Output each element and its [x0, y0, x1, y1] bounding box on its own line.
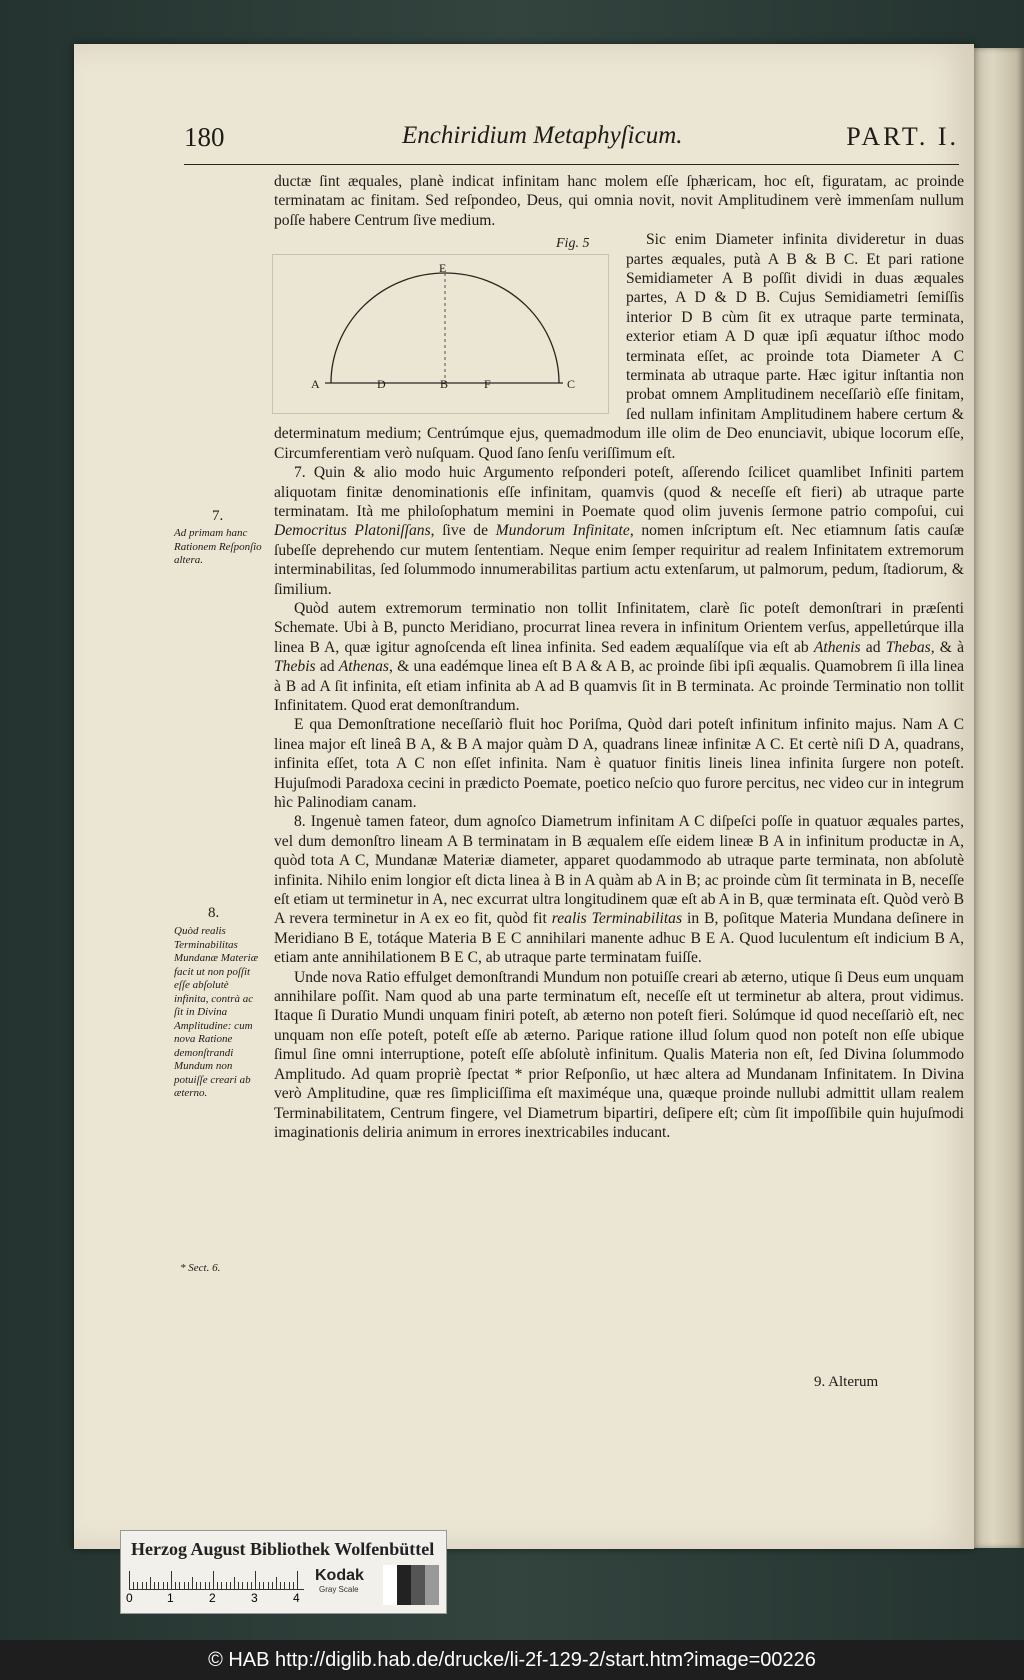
header-rule — [184, 164, 959, 165]
catchword: 9. Alterum — [814, 1374, 879, 1390]
ruler-tick — [289, 1582, 290, 1589]
ruler-number: 1 — [167, 1591, 174, 1605]
ruler-tick — [167, 1582, 168, 1589]
ruler-number: 2 — [209, 1591, 216, 1605]
ruler-tick — [255, 1571, 256, 1589]
point-a-label: A — [311, 377, 320, 392]
gray-block — [397, 1565, 411, 1605]
body-text — [274, 172, 964, 1142]
part-label: PART. I. — [846, 122, 959, 151]
paragraph — [274, 463, 964, 599]
italic-title: Mundorum Infinitate — [495, 522, 630, 540]
ruler-tick — [209, 1582, 210, 1589]
margin-number-8: 8. — [208, 905, 220, 921]
ruler-tick — [217, 1582, 218, 1589]
ruler-tick — [238, 1582, 239, 1589]
text-run: ad — [865, 638, 881, 656]
gray-scale-blocks — [383, 1565, 439, 1605]
ruler-number: 0 — [126, 1591, 133, 1605]
page-number: 180 — [184, 122, 225, 152]
ruler-tick — [137, 1582, 138, 1589]
book-page — [74, 44, 974, 1549]
ruler-tick — [205, 1582, 206, 1589]
text-run: 7. Quin & alio modo huic Argumento reſponderi poteſt, aſſerendo ſcilicet quamlibet Infiniti partem aliquotam finitæ denominationis eſſe infinitam, quamvis (quod & neceſſe eſt fieri) ab utraque parte terminatam. Ità me philoſophatum memini in Poemate quod olim juvenis ſermone patrio compoſui, cui — [274, 464, 964, 520]
ruler-tick — [280, 1582, 281, 1589]
ruler-tick — [200, 1582, 201, 1589]
ruler-numbers — [126, 1591, 309, 1607]
text-run: , & una eadémque linea eſt B A & A B, ac proinde ſibi ipſi æqualis. Quamobrem ſi illa linea à B ad A ſit infinita, eſt etiam infinita ab A ad B quamvis ſit in B terminata. Ac proinde Terminatio non tollit Infinitatem. Quod erat demonſtrandum. — [274, 658, 964, 714]
ruler-scale — [129, 1567, 304, 1590]
ruler-tick — [188, 1582, 189, 1589]
ruler-tick — [251, 1582, 252, 1589]
ruler-tick — [268, 1582, 269, 1589]
ruler-tick — [133, 1582, 134, 1589]
figure-label: Fig. 5 — [556, 236, 590, 252]
text-run: Quòd autem extremorum terminatio non tollit Infinitatem, clarè ſic poteſt demonſtrari in præſenti Schemate. Ubi à B, puncto Meridiano, procurrat linea revera in infinitum Orientem verſus, appelletúrque illa linea B A, quæ igitur agnoſcenda eſt linea infinita. Sed eadem æqualíſque via eſt ab — [274, 599, 964, 656]
ruler-tick — [196, 1582, 197, 1589]
point-f-label: F — [484, 377, 491, 392]
library-name: Herzog August Bibliothek Wolfenbüttel — [131, 1539, 435, 1559]
ruler-tick — [221, 1582, 222, 1589]
ruler-tick — [146, 1582, 147, 1589]
ruler-tick — [213, 1571, 214, 1589]
running-title: Enchiridium Metaphyſicum. — [402, 122, 683, 149]
ruler-tick — [171, 1571, 172, 1589]
point-c-label: C — [567, 377, 576, 392]
paragraph: E qua Demonſtratione neceſſariò fluit hoc Poriſma, Quòd dari poteſt infinitum infinito majus. Nam A C linea major eſt lineâ B A, & B A major quàm D A, quadrans lineæ infinitæ A C. Et certè niſi D A, quadrans, infinita eſſet, tota A C non eſſet infinita. Nam è quatuor finitis lineis linea infinita ſurgere non poteſt. Hujuſmodi Paradoxa cecini in prædicto Poemate, poetico neſcio quo furore percitus, nec video cur in integrum hìc Palinodiam canam. — [274, 716, 964, 811]
figure-5 — [264, 232, 614, 414]
ruler-tick — [234, 1577, 235, 1589]
italic-term: realis Terminabilitas — [551, 910, 683, 928]
ruler-tick — [230, 1582, 231, 1589]
text-run: 8. Ingenuè tamen fateor, dum agnoſco Diametrum infinitam A C diſpeſci poſſe in quatuor æquales partes, vel dum demonſtro lineam A B terminatam in B æqualem eſſe eidem lineæ B A in infinitum productæ in A, quòd tota A C, Mundanæ Materiæ diameter, apparet quodammodo ab utraque parte terminata, non abſolutè infinita. Nihilo enim longior eſt dicta linea à B in A quàm ab A in B; ac proinde cùm ſit terminata in B, neceſſe eſt etiam ut terminetur in A, nec excurrat ultra longitudinem quæ eſt ab A in B, quæ terminata eſt. Quòd verò B A revera terminetur in A ex eo fit, quòd fit — [274, 813, 964, 928]
italic-place: Thebis — [274, 658, 316, 676]
ruler-tick — [184, 1582, 185, 1589]
ruler-tick — [276, 1577, 277, 1589]
paragraph — [274, 812, 964, 967]
ruler-tick — [242, 1582, 243, 1589]
italic-place: Athenis — [813, 638, 861, 656]
ruler-number: 4 — [293, 1591, 300, 1605]
paragraph: Sic enim Diameter infinita divideretur in duas partes æquales, putà A B & B C. Et pari ratione Semidiameter A B poſſit dividi in duas æquales partes, A D & D B. Cujus Semidiametri ſemiſſis interior D B cùm ſit ex utraque parte terminata, exterior etiam A D quæ ipſi æquatur iſthoc modo terminata eſſet, ac proinde tota Diameter A C terminata ab utraque parte. Hæc igitur inſtantia non probat omnem Amplitudinem neceſſariò eſſe finitam, ſed nullam infinitam Amplitudinem habere certum & determinatum medium; Centrúmque ejus, quemadmodum ille olim de Deo enunciavit, ubique locorum eſſe, Circumferentiam verò nuſquam. Quod ſano ſenſu veriſſimum eſt. — [274, 231, 964, 462]
next-page-edge — [972, 48, 1024, 1548]
ruler-tick — [163, 1582, 164, 1589]
ruler-tick — [158, 1582, 159, 1589]
ruler-tick — [272, 1582, 273, 1589]
ruler-tick — [142, 1582, 143, 1589]
paragraph: Unde nova Ratio effulget demonſtrandi Mundum non potuiſſe creari ab æterno, utique ſi Deus eum unquam annihilare poſſit. Nam quod ab una parte terminatum eſt, neceſſe eſt ut terminetur ab altera, prout vidimus. Itaque ſi Duratio Mundi unquam finiri poteſt, ab æterno non poteſt fieri. Solúmque id quod neceſſariò eſt, nec unquam non eſſe poteſt, poteſt eſſe ab æterno. Parique ratione illud ſolum quod non poteſt non eſſe ubique ſimul ſine omni interruptione, poteſt eſſe abſolutè infinitum. Qualis Materia non eſt, ſed Divina ſolummodo Amplitudo. Ad quam propriè ſpectat * prior Reſponſio, ut hæc altera ad Mundanam Infinitatem. In Divina verò Amplitudine, quæ res ſimpliciſſima eſt maximéque una, quæque proinde nullubi admittit ullam realem Terminabilitatem, Centrum fingere, vel Diametrum bipartiri, deſipere eſt; cùm ſit impoſſibile quin hujuſmodi imaginationis deliria animum in errores inextricabiles inducant. — [274, 968, 964, 1141]
figure-frame — [272, 254, 609, 414]
ruler-tick — [179, 1582, 180, 1589]
text-run: , & à — [930, 638, 965, 656]
ruler-tick — [297, 1571, 298, 1589]
ruler-tick — [154, 1582, 155, 1589]
point-d-label: D — [377, 377, 386, 392]
margin-note-7: Ad primam hanc Rationem Reſponſio altera. — [174, 527, 262, 566]
copyright-bar: © HAB http://diglib.hab.de/drucke/li-2f-129-2/start.htm?image=00226 — [0, 1640, 1024, 1680]
gray-block — [411, 1565, 425, 1605]
ruler-tick — [226, 1582, 227, 1589]
gray-block — [425, 1565, 439, 1605]
text-run: , nomen inſcriptum eſt. Nec etiamnum ſatis cauſæ ſubeſſe deprehendo cur mutem ſententiam. Neque enim ſemper requiritur ad realem Infinitatem extremorum interminabilitas, ſed ſolummodo innumerabilitas partium actu extenſarum, ut palmorum, pedum, ſtadiorum, & ſimilium. — [274, 522, 965, 598]
margin-note-section: * Sect. 6. — [180, 1262, 221, 1274]
margin-note-8: Quòd realis Terminabilitas Mundanæ Materiæ facit ut non poſſit eſſe abſolutè infinita, contrà ac ſit in Divina Amplitudine: cum nova Ratione demonſtrandi Mundum non potuiſſe creari ab æterno. — [174, 925, 259, 1099]
text-run: ad — [319, 658, 335, 676]
kodak-logo: Kodak — [315, 1567, 364, 1584]
paragraph: ductæ ſint æquales, planè indicat infinitam hanc molem eſſe ſphæricam, hoc eſt, figuratam, ac proinde terminatam ac finitam. Sed reſpondeo, Deus, qui omnia novit, novit Amplitudinem verè immenſam nullum poſſe habere Centrum ſive medium. — [274, 173, 964, 229]
ruler-tick — [247, 1582, 248, 1589]
reference-card — [120, 1530, 447, 1614]
ruler-tick — [284, 1582, 285, 1589]
point-e-label: E — [439, 261, 447, 276]
ruler-tick — [263, 1582, 264, 1589]
italic-title: Democritus Platoniſſans — [274, 522, 431, 540]
ruler-tick — [150, 1577, 151, 1589]
point-b-label: B — [440, 377, 449, 392]
italic-place: Athenas — [338, 658, 389, 676]
paragraph — [274, 599, 964, 715]
page-header — [184, 114, 959, 164]
margin-number-7: 7. — [212, 508, 224, 524]
ruler-tick — [175, 1582, 176, 1589]
ruler-number: 3 — [251, 1591, 258, 1605]
ruler-tick — [129, 1571, 130, 1589]
text-run: in B, poſitque Materia Mundana deſinere in Meridiano B E, totáque Materia B E C annihilari manente adhuc B E A. Quod luculentum eſt indicium B A, etiam ante annihilationem B E C, ab utraque parte terminatam fuiſſe. — [274, 910, 964, 967]
ruler-tick — [293, 1582, 294, 1589]
gray-block — [383, 1565, 397, 1605]
italic-place: Thebas — [885, 638, 931, 656]
ruler-tick — [192, 1577, 193, 1589]
gray-scale-label: Gray Scale — [319, 1585, 359, 1594]
text-run: , ſive de — [430, 522, 488, 540]
ruler-tick — [259, 1582, 260, 1589]
